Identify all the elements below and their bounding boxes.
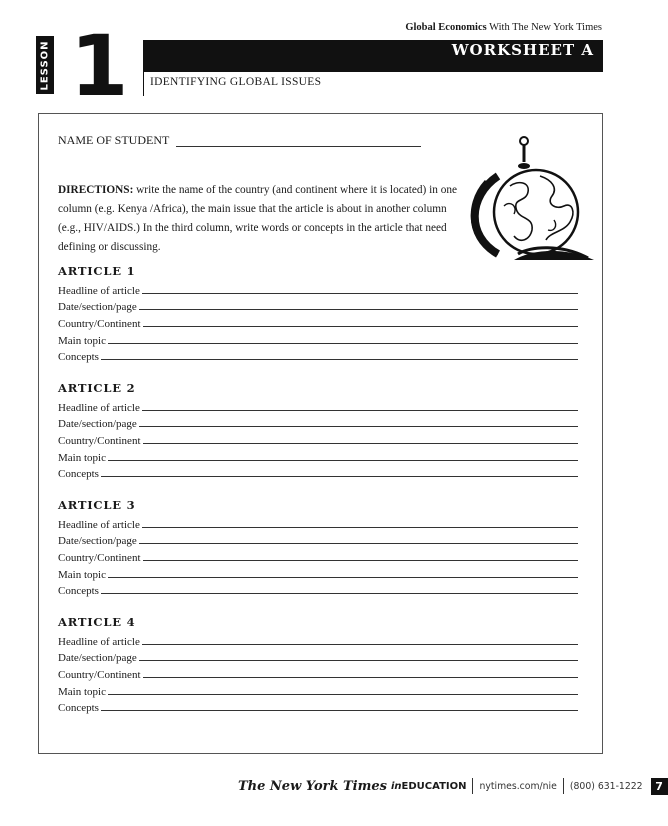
field-label: Date/section/page [58,535,137,548]
article-title: ARTICLE 4 [58,615,136,629]
answer-line[interactable] [142,527,578,528]
answer-line[interactable] [108,343,578,344]
country-field-row[interactable] [58,313,578,330]
country-field-row[interactable] [58,664,578,681]
topic-field-row[interactable] [58,330,578,347]
article-block [58,613,578,714]
article-block [58,262,578,363]
worksheet-label: WORKSHEET A [448,41,594,59]
date-field-row[interactable] [58,297,578,314]
top-title-bold: Global Economics [405,22,487,33]
page-footer [238,777,668,795]
top-title [405,22,602,33]
field-label: Main topic [58,568,106,581]
answer-line[interactable] [139,309,578,310]
field-label: Country/Continent [58,435,141,448]
field-label: Country/Continent [58,669,141,682]
footer-divider [563,778,564,794]
answer-line[interactable] [108,577,578,578]
answer-line[interactable] [143,677,579,678]
field-label: Main topic [58,334,106,347]
field-label: Country/Continent [58,552,141,565]
answer-line[interactable] [101,593,578,594]
date-field-row[interactable] [58,531,578,548]
directions-label: DIRECTIONS: [58,184,134,196]
field-label: Date/section/page [58,652,137,665]
answer-line[interactable] [101,359,578,360]
top-title-rest: With The New York Times [486,22,602,33]
answer-line[interactable] [142,644,578,645]
lesson-number: 1 [70,17,127,115]
directions-text: write the name of the country (and continent where it is located) in one column (e.g. Kenya /Africa), the main issue that the article is about in another column (e.g., HIV/AIDS.) In the third column, write words or concepts in the article that need defining or discussing. [58,184,458,253]
concepts-field-row[interactable] [58,581,578,598]
field-label: Concepts [58,351,99,364]
field-label: Main topic [58,451,106,464]
field-label: Date/section/page [58,418,137,431]
topic-field-row[interactable] [58,447,578,464]
headline-field-row[interactable] [58,397,578,414]
answer-line[interactable] [143,560,579,561]
field-label: Headline of article [58,401,140,414]
article-title: ARTICLE 1 [58,264,136,278]
country-field-row[interactable] [58,430,578,447]
date-field-row[interactable] [58,648,578,665]
headline-field-row[interactable] [58,631,578,648]
headline-field-row[interactable] [58,514,578,531]
footer-url[interactable]: nytimes.com/nie [479,780,557,792]
article-block [58,379,578,480]
date-field-row[interactable] [58,414,578,431]
answer-line[interactable] [139,543,578,544]
field-label: Headline of article [58,284,140,297]
footer-divider [472,778,473,794]
directions [58,181,458,257]
concepts-field-row[interactable] [58,698,578,715]
answer-line[interactable] [101,476,578,477]
header-rule [143,71,603,72]
answer-line[interactable] [139,660,578,661]
page-subtitle: IDENTIFYING GLOBAL ISSUES [150,76,322,88]
nyt-logo: The New York Times [238,778,387,794]
answer-line[interactable] [142,293,578,294]
headline-field-row[interactable] [58,280,578,297]
field-label: Date/section/page [58,301,137,314]
answer-line[interactable] [143,443,579,444]
field-label: Country/Continent [58,318,141,331]
topic-field-row[interactable] [58,681,578,698]
in-education-logo: inEDUCATION [390,780,467,792]
header-divider [143,40,144,96]
topic-field-row[interactable] [58,564,578,581]
field-label: Concepts [58,585,99,598]
field-label: Headline of article [58,635,140,648]
field-label: Headline of article [58,518,140,531]
country-field-row[interactable] [58,547,578,564]
concepts-field-row[interactable] [58,464,578,481]
answer-line[interactable] [108,694,578,695]
answer-line[interactable] [143,326,579,327]
field-label: Concepts [58,468,99,481]
answer-line[interactable] [139,426,578,427]
lesson-label: LESSON [39,39,51,91]
answer-line[interactable] [101,710,578,711]
field-label: Main topic [58,685,106,698]
field-label: Concepts [58,702,99,715]
concepts-field-row[interactable] [58,347,578,364]
answer-line[interactable] [142,410,578,411]
page-number: 7 [651,778,668,795]
article-block [58,496,578,597]
answer-line[interactable] [108,460,578,461]
student-name-field[interactable] [176,146,421,147]
footer-phone: (800) 631-1222 [569,780,643,792]
article-title: ARTICLE 3 [58,498,136,512]
student-name-label: NAME OF STUDENT [58,133,170,147]
globe-icon [458,136,598,260]
article-title: ARTICLE 2 [58,381,136,395]
